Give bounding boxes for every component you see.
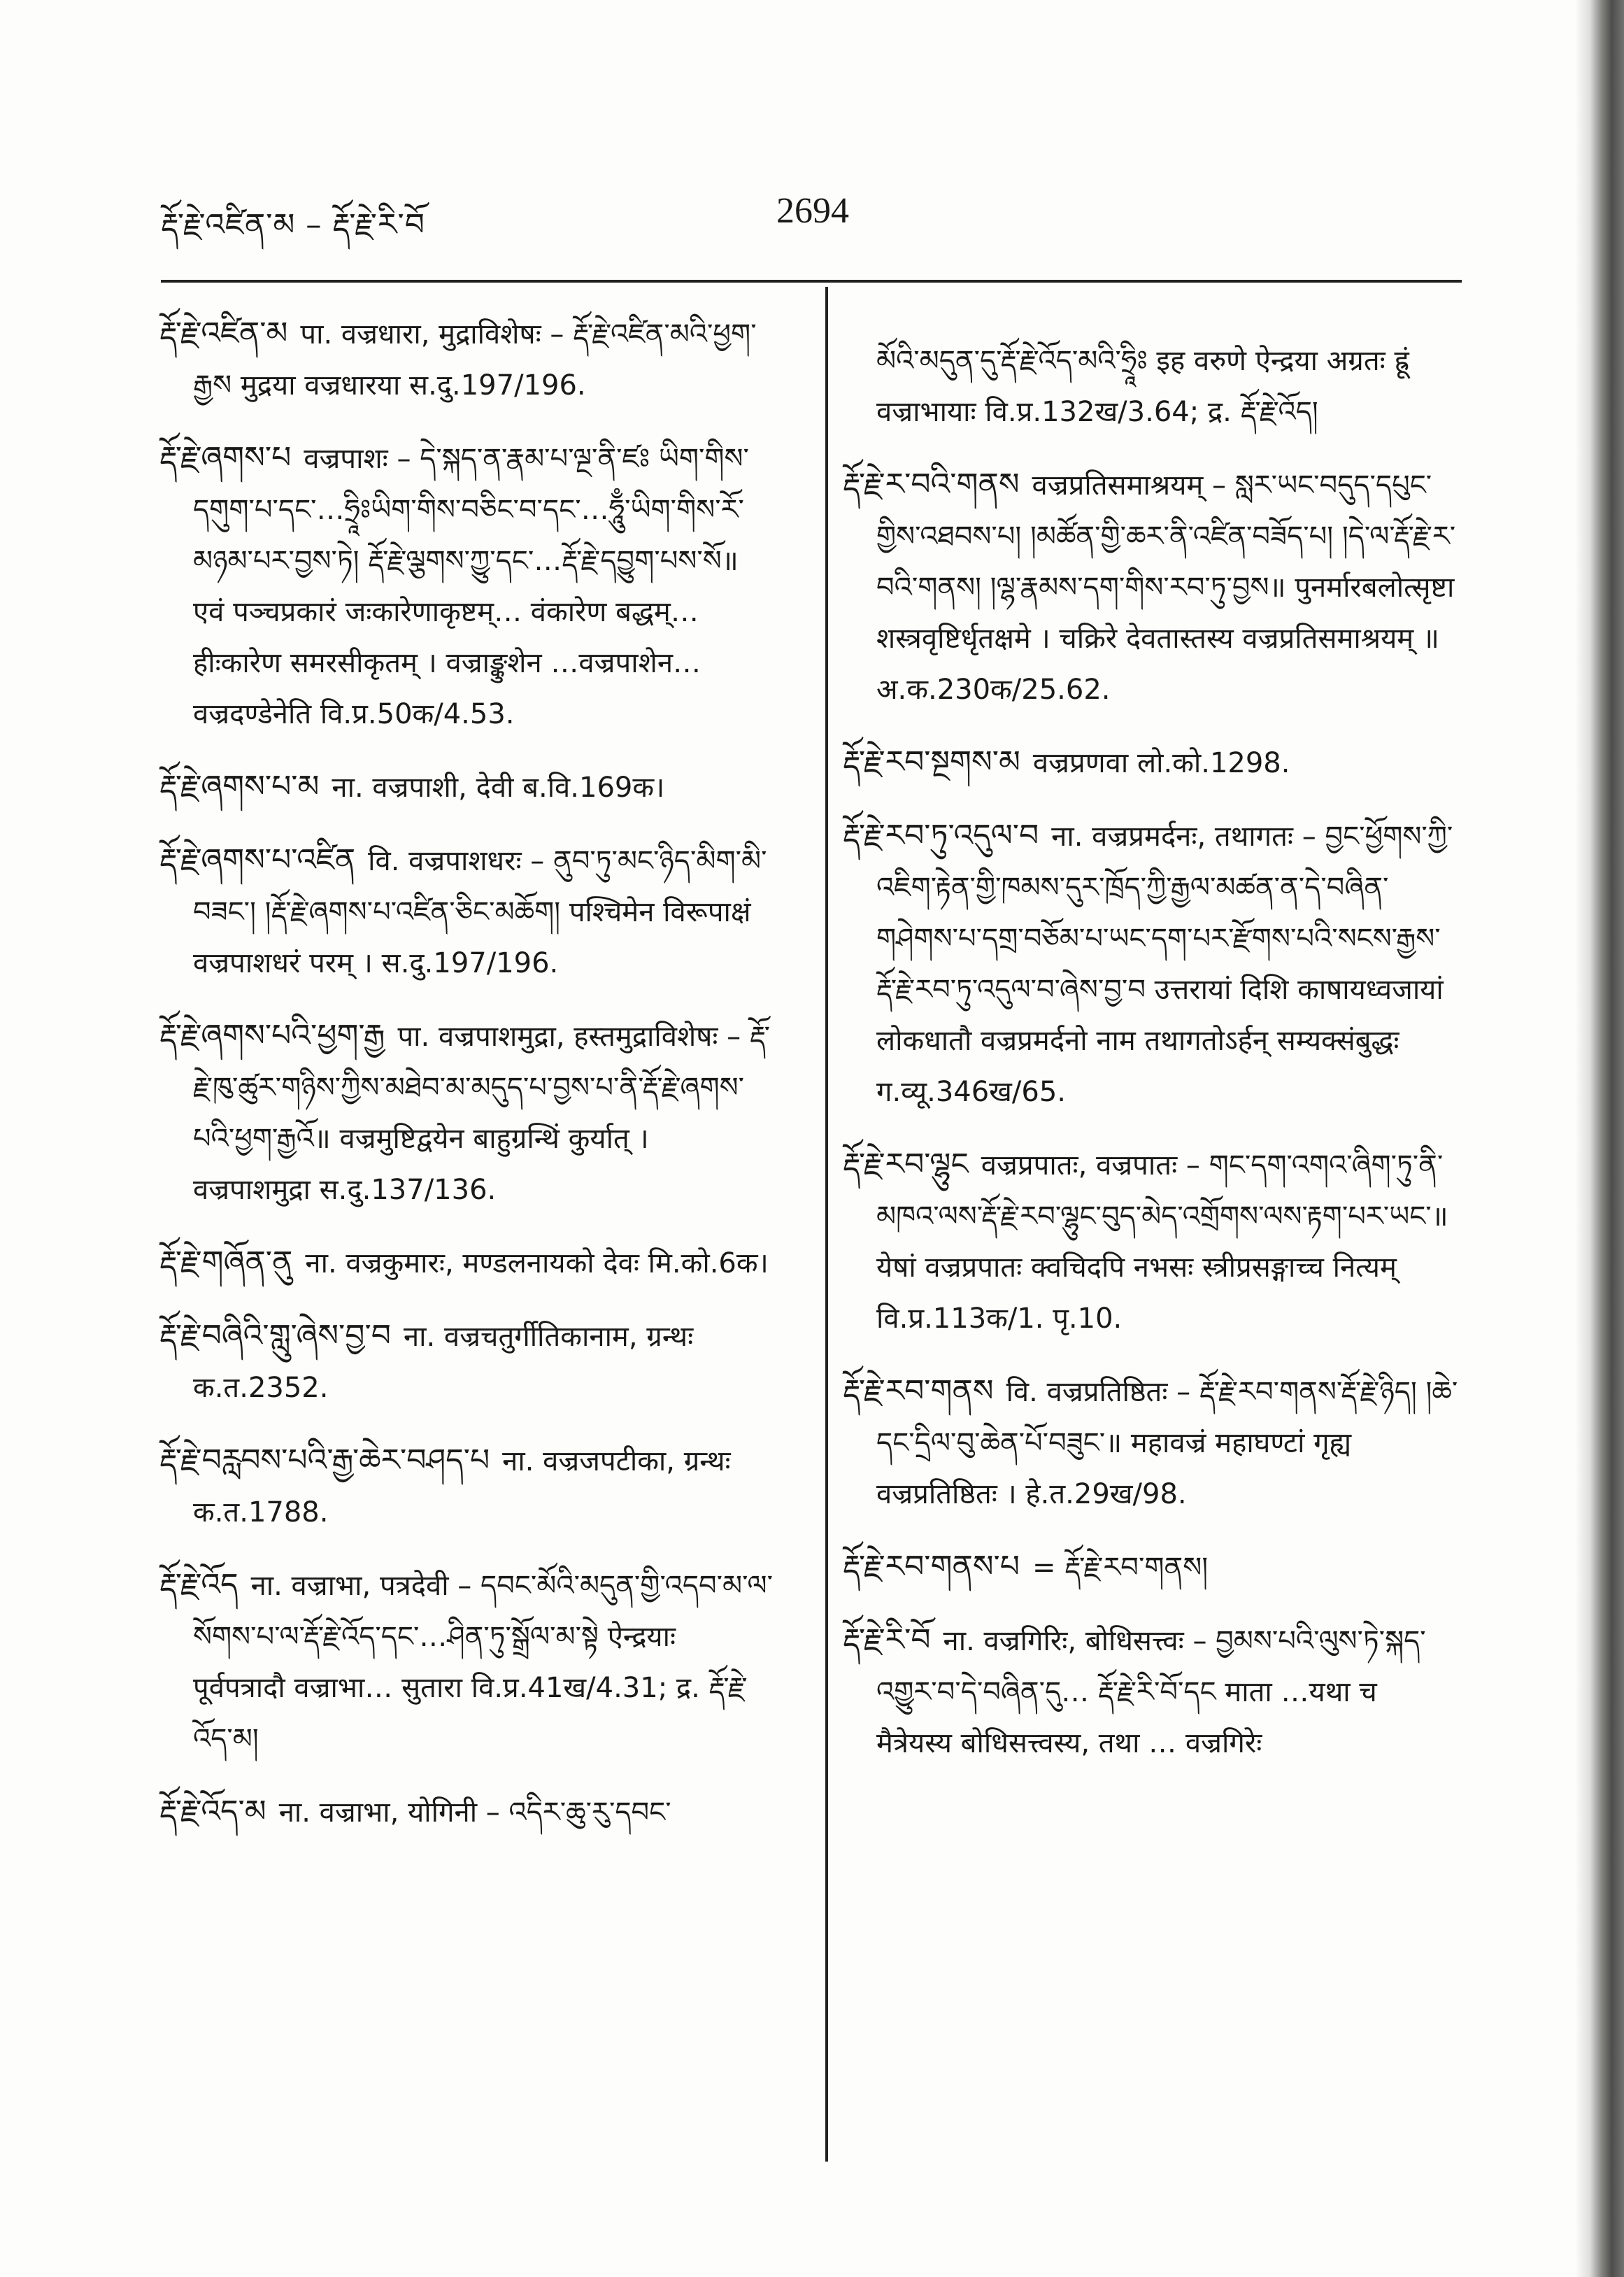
dictionary-entry <box>843 737 1458 789</box>
dictionary-entry <box>159 432 775 740</box>
entry-body: वि. वज्रप्रतिष्ठितः – རྡོ་རྗེ་རབ་གནས་རྡོ་རྗེ་ཉིད། །ཆེ་དང་དྲིལ་བུ་ཆེན་པོ་བཟུང་॥ महावज्रं महाघण्टां गृह्य वज्रप्रतिष्ठितः । हे.त.29ख/98. <box>876 1376 1458 1510</box>
entry-headword: རྡོ་རྗེ་འཛིན་མ <box>159 315 288 351</box>
dictionary-entry <box>159 761 775 814</box>
continued-entry <box>843 336 1458 438</box>
entry-body: पा. वज्रपाशमुद्रा, हस्तमुद्राविशेषः – རྡོ་རྗེ་ཁུ་ཚུར་གཉིས་ཀྱིས་མཐེབ་མ་མདུད་པ་བྱས་པ་ནི་རྡོ་རྗེ་ཞགས་པའི་ཕྱག་རྒྱའོ॥ वज्रमुष्टिद्वयेन बाहुग्रन्थिं कुर्यात् । वज्रपाशमुद्रा स.दु.137/136. <box>193 1021 771 1206</box>
entry-headword: རྡོ་རྗེ་ཞགས་པ་མ <box>159 769 320 804</box>
page-header <box>161 190 1469 253</box>
entry-headword: རྡོ་རྗེ་ཞགས་པ་འཛིན <box>159 842 356 878</box>
entry-body: ना. वज्रजपटीका, ग्रन्थः क.त.1788. <box>193 1445 731 1528</box>
dictionary-entry <box>159 308 775 411</box>
right-column <box>843 308 1458 1790</box>
entry-body: ना. वज्रचतुर्गीतिकानाम, ग्रन्थः क.त.2352. <box>193 1321 694 1404</box>
dictionary-entry <box>843 1615 1458 1769</box>
entry-body: वज्रप्रपातः, वज्रपातः – གང་དག་འགའ་ཞིག་ཏུ་ནི་མཁའ་ལས་རྡོ་རྗེ་རབ་ལྷུང་བུད་མེད་འགྲོགས་ལས་རྟག་པར་ཡང་॥ येषां वज्रप्रपातः क्वचिदपि नभसः स्त्रीप्रसङ्गाच्च नित्यम् वि.प्र.113क/1. पृ.10. <box>876 1149 1448 1335</box>
entry-headword: རྡོ་རྗེ་གཞོན་ནུ <box>159 1244 293 1280</box>
entry-body: वज्रपाशः – དེ་སྐད་ན་རྣམ་པ་ལྔ་ནི་ཛཿ ཡིག་གིས་དགུག་པ་དང་…ཧྲཱིཿཡིག་གིས་བཅིང་བ་དང་…ཧཱུྃ་ཡིག་གིས་རོ་མཉམ་པར་བྱས་ཏེ། རྡོ་རྗེ་ལྕགས་ཀྱུ་དང་…རྡོ་རྗེ་དབྱུག་པས་སོ॥ एवं पञ्चप्रकारं जःकारेणाकृष्टम्… वंकारेण बद्धम्…हीःकारेण समरसीकृतम् । वज्राङ्कुशेन …वज्रपाशेन…वज्रदण्डेनेति वि.प्र.50क/4.53. <box>193 443 749 730</box>
dictionary-entry <box>843 810 1458 1118</box>
entry-headword: རྡོ་རྗེ་ཞགས་པ <box>159 440 292 476</box>
dictionary-entry <box>843 459 1458 716</box>
column-divider <box>825 287 828 2162</box>
entry-headword: རྡོ་རྗེ་ར་བའི་གནས <box>843 467 1020 502</box>
entry-headword: རྡོ་རྗེ་འོད <box>159 1567 238 1603</box>
entry-headword: རྡོ་རྗེ་རབ་ཏུ་འདུལ་བ <box>843 818 1039 853</box>
entry-headword: རྡོ་རྗེ་རི་བོ <box>843 1622 931 1658</box>
dictionary-entry <box>843 1541 1458 1594</box>
page-number: 2694 <box>776 191 849 231</box>
dictionary-entry <box>159 1010 775 1216</box>
page-edge-shadow <box>1575 0 1624 2277</box>
entry-headword: རྡོ་རྗེ་ཞགས་པའི་ཕྱག་རྒྱ <box>159 1018 385 1054</box>
dictionary-entry <box>159 1559 775 1765</box>
entry-body: वि. वज्रपाशधरः – ནུབ་ཏུ་མང་ཉིད་མིག་མི་བཟང་། །རྡོ་རྗེ་ཞགས་པ་འཛིན་ཅིང་མཆོག། पश्चिमेन विरूपाक्षं वज्रपाशधरं परम् । स.दु.197/196. <box>193 845 767 979</box>
entry-body: ना. वज्राभा, पत्रदेवी – དབང་མོའི་མདུན་གྱི་འདབ་མ་ལ་སོགས་པ་ལ་རྡོ་རྗེ་འོད་དང་…ཤིན་ཏུ་སྒྲོལ་མ་སྟེ ऐन्द्रयाः पूर्वपत्रादौ वज्राभा… सुतारा वि.प्र.41ख/4.31; द्र. རྡོ་རྗེ་འོད་མ། <box>193 1570 773 1755</box>
entry-body: ना. वज्राभा, योगिनी – འདིར་ཆུ་རུ་དབང་ <box>278 1796 671 1829</box>
entry-body: = རྡོ་རྗེ་རབ་གནས། <box>1032 1552 1209 1584</box>
running-head: རྡོ་རྗེ་འཛིན་མ – རྡོ་རྗེ་རི་བོ <box>161 207 425 243</box>
dictionary-entry <box>843 1139 1458 1345</box>
entry-headword: རྡོ་རྗེ་རབ་གནས་པ <box>843 1549 1020 1584</box>
dictionary-entry <box>159 1435 775 1538</box>
entry-body: पा. वज्रधारा, मुद्राविशेषः – རྡོ་རྗེ་འཛིན་མའི་ཕྱག་རྒྱས मुद्रया वज्रधारया स.दु.197/196. <box>193 318 757 402</box>
header-rule <box>161 280 1462 283</box>
entry-body: वज्रप्रणवा लो.को.1298. <box>1032 747 1290 779</box>
entry-body: ना. वज्रगिरिः, बोधिसत्त्वः – བྱམས་པའི་ལུས་ཏེ་སྐད་འགྱུར་བ་དེ་བཞིན་དུ… རྡོ་རྗེ་རི་བོ་དང माता …यथा च मैत्रेयस्य बोधिसत्त्वस्य, तथा … वज्रगिरेः <box>876 1625 1426 1759</box>
dictionary-entry <box>159 835 775 989</box>
dictionary-entry <box>159 1786 775 1838</box>
entry-body: ना. वज्रकुमारः, मण्डलनायको देवः मि.को.6क। <box>305 1247 769 1279</box>
entry-headword: རྡོ་རྗེ་འོད་མ <box>159 1794 266 1829</box>
dictionary-entry <box>159 1237 775 1289</box>
entry-headword: རྡོ་རྗེ་རབ་གནས <box>843 1373 994 1409</box>
entry-headword: རྡོ་རྗེ་རབ་ལྷུང <box>843 1147 969 1182</box>
dictionary-entry <box>159 1310 775 1414</box>
dictionary-entry <box>843 1366 1458 1520</box>
entry-headword: རྡོ་རྗེ་བཞིའི་གླུ་ཞེས་བྱ་བ <box>159 1318 391 1354</box>
entry-body: ना. वज्रपाशी, देवी ब.वि.169क। <box>332 772 665 804</box>
entry-body: མོའི་མདུན་དུ་རྡོ་རྗེ་འོད་མའི་ཧྲཱིཿ इह वरुणे ऐन्द्रया अग्रतः ह्रूं वज्राभायाः वि.प्र.132ख/3.64; द्र. རྡོ་རྗེ་འོད། <box>876 345 1409 428</box>
entry-body: ना. वज्रप्रमर्दनः, तथागतः – བྱང་ཕྱོགས་ཀྱི་འཇིག་རྟེན་གྱི་ཁམས་དུར་ཁྲོད་ཀྱི་རྒྱལ་མཚན་ན་དེ་བཞིན་གཤེགས་པ་དགྲ་བཅོམ་པ་ཡང་དག་པར་རྫོགས་པའི་སངས་རྒྱས་རྡོ་རྗེ་རབ་ཏུ་འདུལ་བ་ཞེས་བྱ་བ उत्तरायां दिशि काषायध्वजायां लोकधातौ वज्रप्रमर्दनो नाम तथागतोऽर्हन् सम्यक्संबुद्धः ग.व्यू.346ख/65. <box>876 821 1453 1108</box>
entry-headword: རྡོ་རྗེ་བརླབས་པའི་རྒྱ་ཆེར་བཤད་པ <box>159 1442 490 1478</box>
left-column <box>159 308 775 1859</box>
entry-headword: རྡོ་རྗེ་རབ་སྔགས་མ <box>843 744 1020 780</box>
entry-body: वज्रप्रतिसमाश्रयम् – སླར་ཡང་བདུད་དཔུང་གྱིས་འཐབས་པ། །མཚོན་གྱི་ཆར་ནི་འཛིན་བཟོད་པ། །དེ་ལ་རྡོ་རྗེ་ར་བའི་གནས། །ལྷ་རྣམས་དག་གིས་རབ་ཏུ་བྱས॥ पुनर्मारबलोत्सृष्टा शस्त्रवृष्टिर्धृतक्षमे । चक्रिरे देवतास्तस्य वज्रप्रतिसमाश्रयम् ॥ अ.क.230क/25.62. <box>876 469 1456 706</box>
